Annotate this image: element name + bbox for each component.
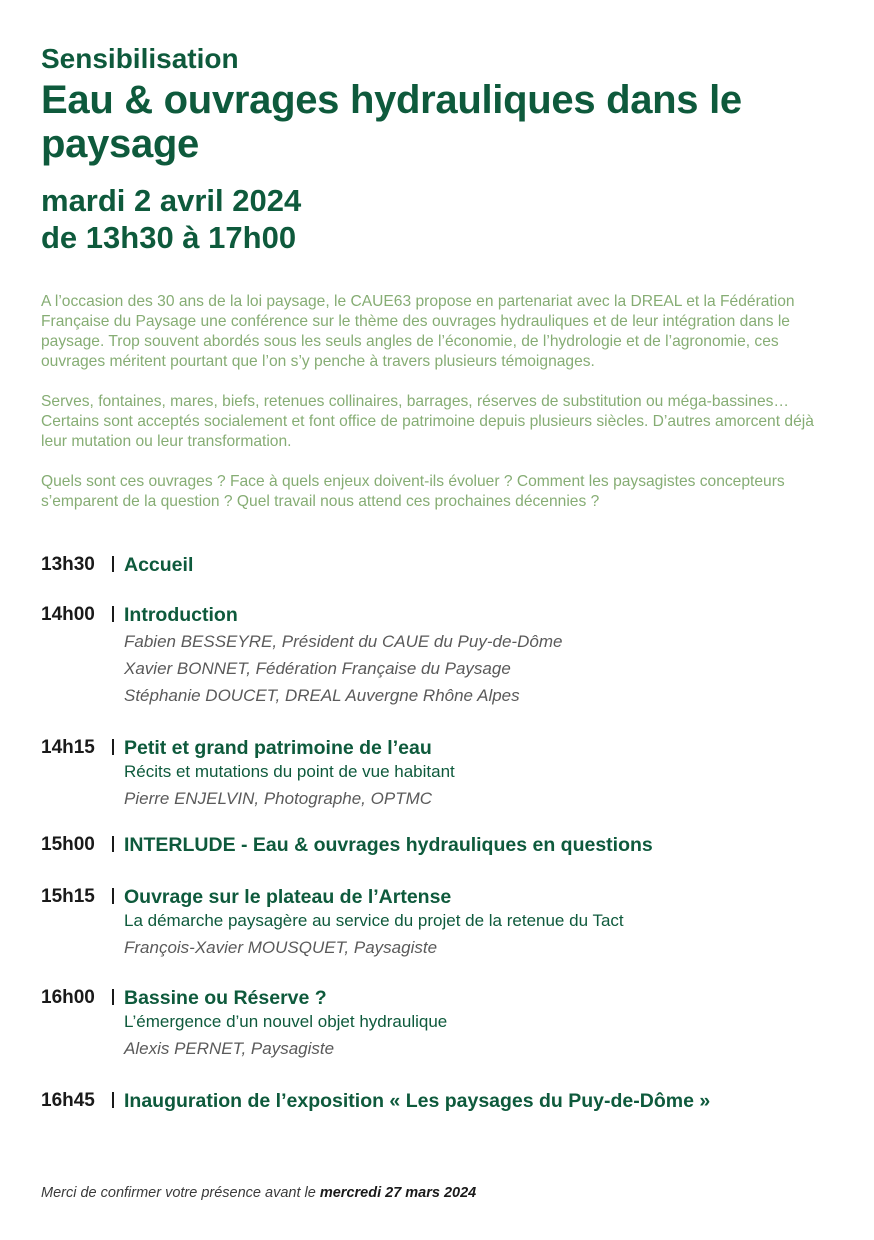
program-item xyxy=(41,833,861,859)
program-title: Petit et grand patrimoine de l’eau xyxy=(124,737,432,759)
program-speaker: François-Xavier MOUSQUET, Paysagiste xyxy=(124,938,438,957)
program-title: Bassine ou Réserve ? xyxy=(124,987,327,1009)
program-item xyxy=(41,1089,861,1115)
program-speaker: Xavier BONNET, Fédération Française du Paysage xyxy=(124,659,511,678)
intro-paragraph-2: Serves, fontaines, mares, biefs, retenues collinaires, barrages, réserves de substitution ou méga-bassines… Certains sont acceptés socialement et font office de patrimoine depuis plusieurs siècles. D’autres amorcent déjà leur mutation ou leur transformation. xyxy=(41,393,814,450)
program-subtitle: Récits et mutations du point de vue habitant xyxy=(124,762,455,781)
event-time: de 13h30 à 17h00 xyxy=(41,220,297,255)
separator xyxy=(112,989,114,1005)
program-title: Introduction xyxy=(124,604,238,626)
program-time: 13h30 xyxy=(41,554,95,575)
program-item xyxy=(41,553,861,579)
footer-text: Merci de confirmer votre présence avant le xyxy=(41,1185,320,1201)
program-speaker: Pierre ENJELVIN, Photographe, OPTMC xyxy=(124,789,433,808)
program-subtitle: L’émergence d’un nouvel objet hydraulique xyxy=(124,1012,448,1031)
separator xyxy=(112,556,114,572)
program-time: 14h15 xyxy=(41,737,95,758)
program-title: Accueil xyxy=(124,554,194,576)
program-item xyxy=(41,885,861,965)
program-item xyxy=(41,736,861,816)
program-speaker: Alexis PERNET, Paysagiste xyxy=(124,1039,335,1058)
program-item xyxy=(41,986,861,1066)
intro-paragraph-1: A l’occasion des 30 ans de la loi paysage, le CAUE63 propose en partenariat avec la DREAL et la Fédération Française du Paysage une conférence sur le thème des ouvrages hydrauliques et de leur intégration dans le paysage. Trop souvent abordés sous les seuls angles de l’économie, de l’hydrologie et de l’agronomie, ces ouvrages méritent pourtant que l’on s’y penche à travers plusieurs témoignages. xyxy=(41,293,795,370)
separator xyxy=(112,1092,114,1108)
program-title: Ouvrage sur le plateau de l’Artense xyxy=(124,886,452,908)
kicker: Sensibilisation xyxy=(41,43,239,74)
separator xyxy=(112,606,114,622)
program-title: Inauguration de l’exposition « Les paysages du Puy-de-Dôme » xyxy=(124,1090,711,1112)
page-title: Eau & ouvrages hydrauliques dans le paysage xyxy=(41,78,742,166)
separator xyxy=(112,836,114,852)
program-title: INTERLUDE - Eau & ouvrages hydrauliques en questions xyxy=(124,834,653,856)
event-date: mardi 2 avril 2024 xyxy=(41,183,302,218)
separator xyxy=(112,739,114,755)
program-time: 15h15 xyxy=(41,886,95,907)
program-time: 15h00 xyxy=(41,834,95,855)
program-subtitle: La démarche paysagère au service du projet de la retenue du Tact xyxy=(124,911,624,930)
program-time: 14h00 xyxy=(41,604,95,625)
separator xyxy=(112,888,114,904)
program-item xyxy=(41,603,861,713)
program-time: 16h45 xyxy=(41,1090,95,1111)
program-time: 16h00 xyxy=(41,987,95,1008)
footer-note xyxy=(41,1183,476,1203)
program-speaker: Fabien BESSEYRE, Président du CAUE du Puy-de-Dôme xyxy=(124,632,563,651)
program-speaker: Stéphanie DOUCET, DREAL Auvergne Rhône Alpes xyxy=(124,686,520,705)
footer-deadline: mercredi 27 mars 2024 xyxy=(319,1185,477,1201)
intro-paragraph-3: Quels sont ces ouvrages ? Face à quels enjeux doivent-ils évoluer ? Comment les paysagistes concepteurs s’emparent de la question ? Quel travail nous attend ces prochaines décennies ? xyxy=(41,473,785,510)
